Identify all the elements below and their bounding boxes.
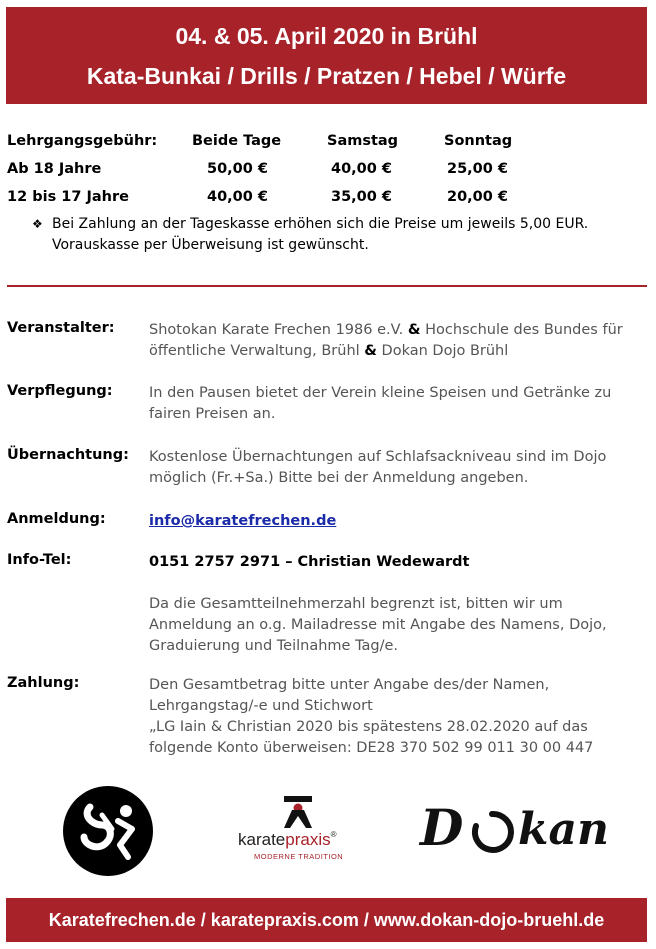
- registration-label: Anmeldung:: [7, 511, 106, 527]
- registration-value: [149, 511, 644, 532]
- event-topics: Kata-Bunkai / Drills / Pratzen / Hebel / Würfe: [86, 63, 567, 89]
- fee-saturday: 40,00 €: [331, 161, 393, 177]
- fee-header-both-days: Beide Tage: [192, 133, 282, 149]
- fee-both-days: 40,00 €: [207, 189, 269, 205]
- payment-value: Den Gesamtbetrag bitte unter Angabe des/der Namen, Lehrgangstag/-e und Stichwort „LG Iain & Christian 2020 bis spätestens 28.02.2020 auf das folgende Konto überweisen: DE28 370 502 99 011 30 00 447: [149, 677, 594, 756]
- fee-note-text: Bei Zahlung an der Tageskasse erhöhen sich die Preise um jeweils 5,00 EUR. Vorauskasse per Überweisung ist gewünscht.: [52, 216, 589, 253]
- fee-header-sunday: Sonntag: [444, 133, 513, 149]
- phone-value: 0151 2757 2971 – Christian Wedewardt: [149, 554, 470, 570]
- event-date-location: 04. & 05. April 2020 in Brühl: [175, 23, 478, 49]
- dokan-logo: [420, 798, 630, 862]
- dokan-letter-d: D: [420, 798, 464, 857]
- enso-circle-icon: [470, 810, 514, 854]
- diamond-bullet-icon: ❖: [32, 217, 43, 231]
- fee-sunday: 25,00 €: [447, 161, 509, 177]
- accommodation-value: Kostenlose Übernachtungen auf Schlafsackniveau sind im Dojo möglich (Fr.+Sa.) Bitte bei der Anmeldung angeben.: [149, 449, 607, 486]
- event-header: [6, 7, 647, 104]
- registration-email-link[interactable]: info@karatefrechen.de: [149, 513, 337, 529]
- organizer-label: Veranstalter:: [7, 320, 115, 336]
- phone-label: Info-Tel:: [7, 552, 72, 568]
- karateka-icon: [278, 796, 318, 828]
- accommodation-label: Übernachtung:: [7, 447, 129, 463]
- dokan-text: kan: [518, 804, 609, 855]
- fee-note: [32, 214, 592, 256]
- karatepraxis-praxis: praxis: [285, 830, 331, 849]
- registered-mark: ®: [330, 830, 337, 839]
- fee-both-days: 50,00 €: [207, 161, 269, 177]
- karate-frechen-logo: [62, 785, 154, 877]
- fee-saturday: 35,00 €: [331, 189, 393, 205]
- footer-links: Karatefrechen.de / karatepraxis.com / www.dokan-dojo-bruehl.de: [6, 898, 647, 942]
- fee-row-label: 12 bis 17 Jahre: [7, 189, 129, 205]
- karatepraxis-tagline: MODERNE TRADITION: [254, 852, 344, 861]
- catering-label: Verpflegung:: [7, 383, 113, 399]
- catering-value: In den Pausen bietet der Verein kleine Speisen und Getränke zu fairen Preisen an.: [149, 385, 612, 422]
- participants-note: Da die Gesamtteilnehmerzahl begrenzt ist, bitten wir um Anmeldung an o.g. Mailadresse mit Angabe des Namens, Dojo, Graduierung und Teilnahme Tag/e.: [149, 596, 607, 654]
- section-divider: [7, 285, 647, 287]
- fee-header-saturday: Samstag: [327, 133, 399, 149]
- organizer-value: Shotokan Karate Frechen 1986 e.V. & Hochschule des Bundes für öffentliche Verwaltung, Brühl & Dokan Dojo Brühl: [149, 322, 623, 359]
- payment-label: Zahlung:: [7, 675, 80, 691]
- fee-header-label: Lehrgangsgebühr:: [7, 133, 158, 149]
- fee-row-label: Ab 18 Jahre: [7, 161, 102, 177]
- fee-sunday: 20,00 €: [447, 189, 509, 205]
- karatepraxis-karate: karate: [238, 830, 286, 849]
- karatepraxis-logo: [238, 796, 368, 866]
